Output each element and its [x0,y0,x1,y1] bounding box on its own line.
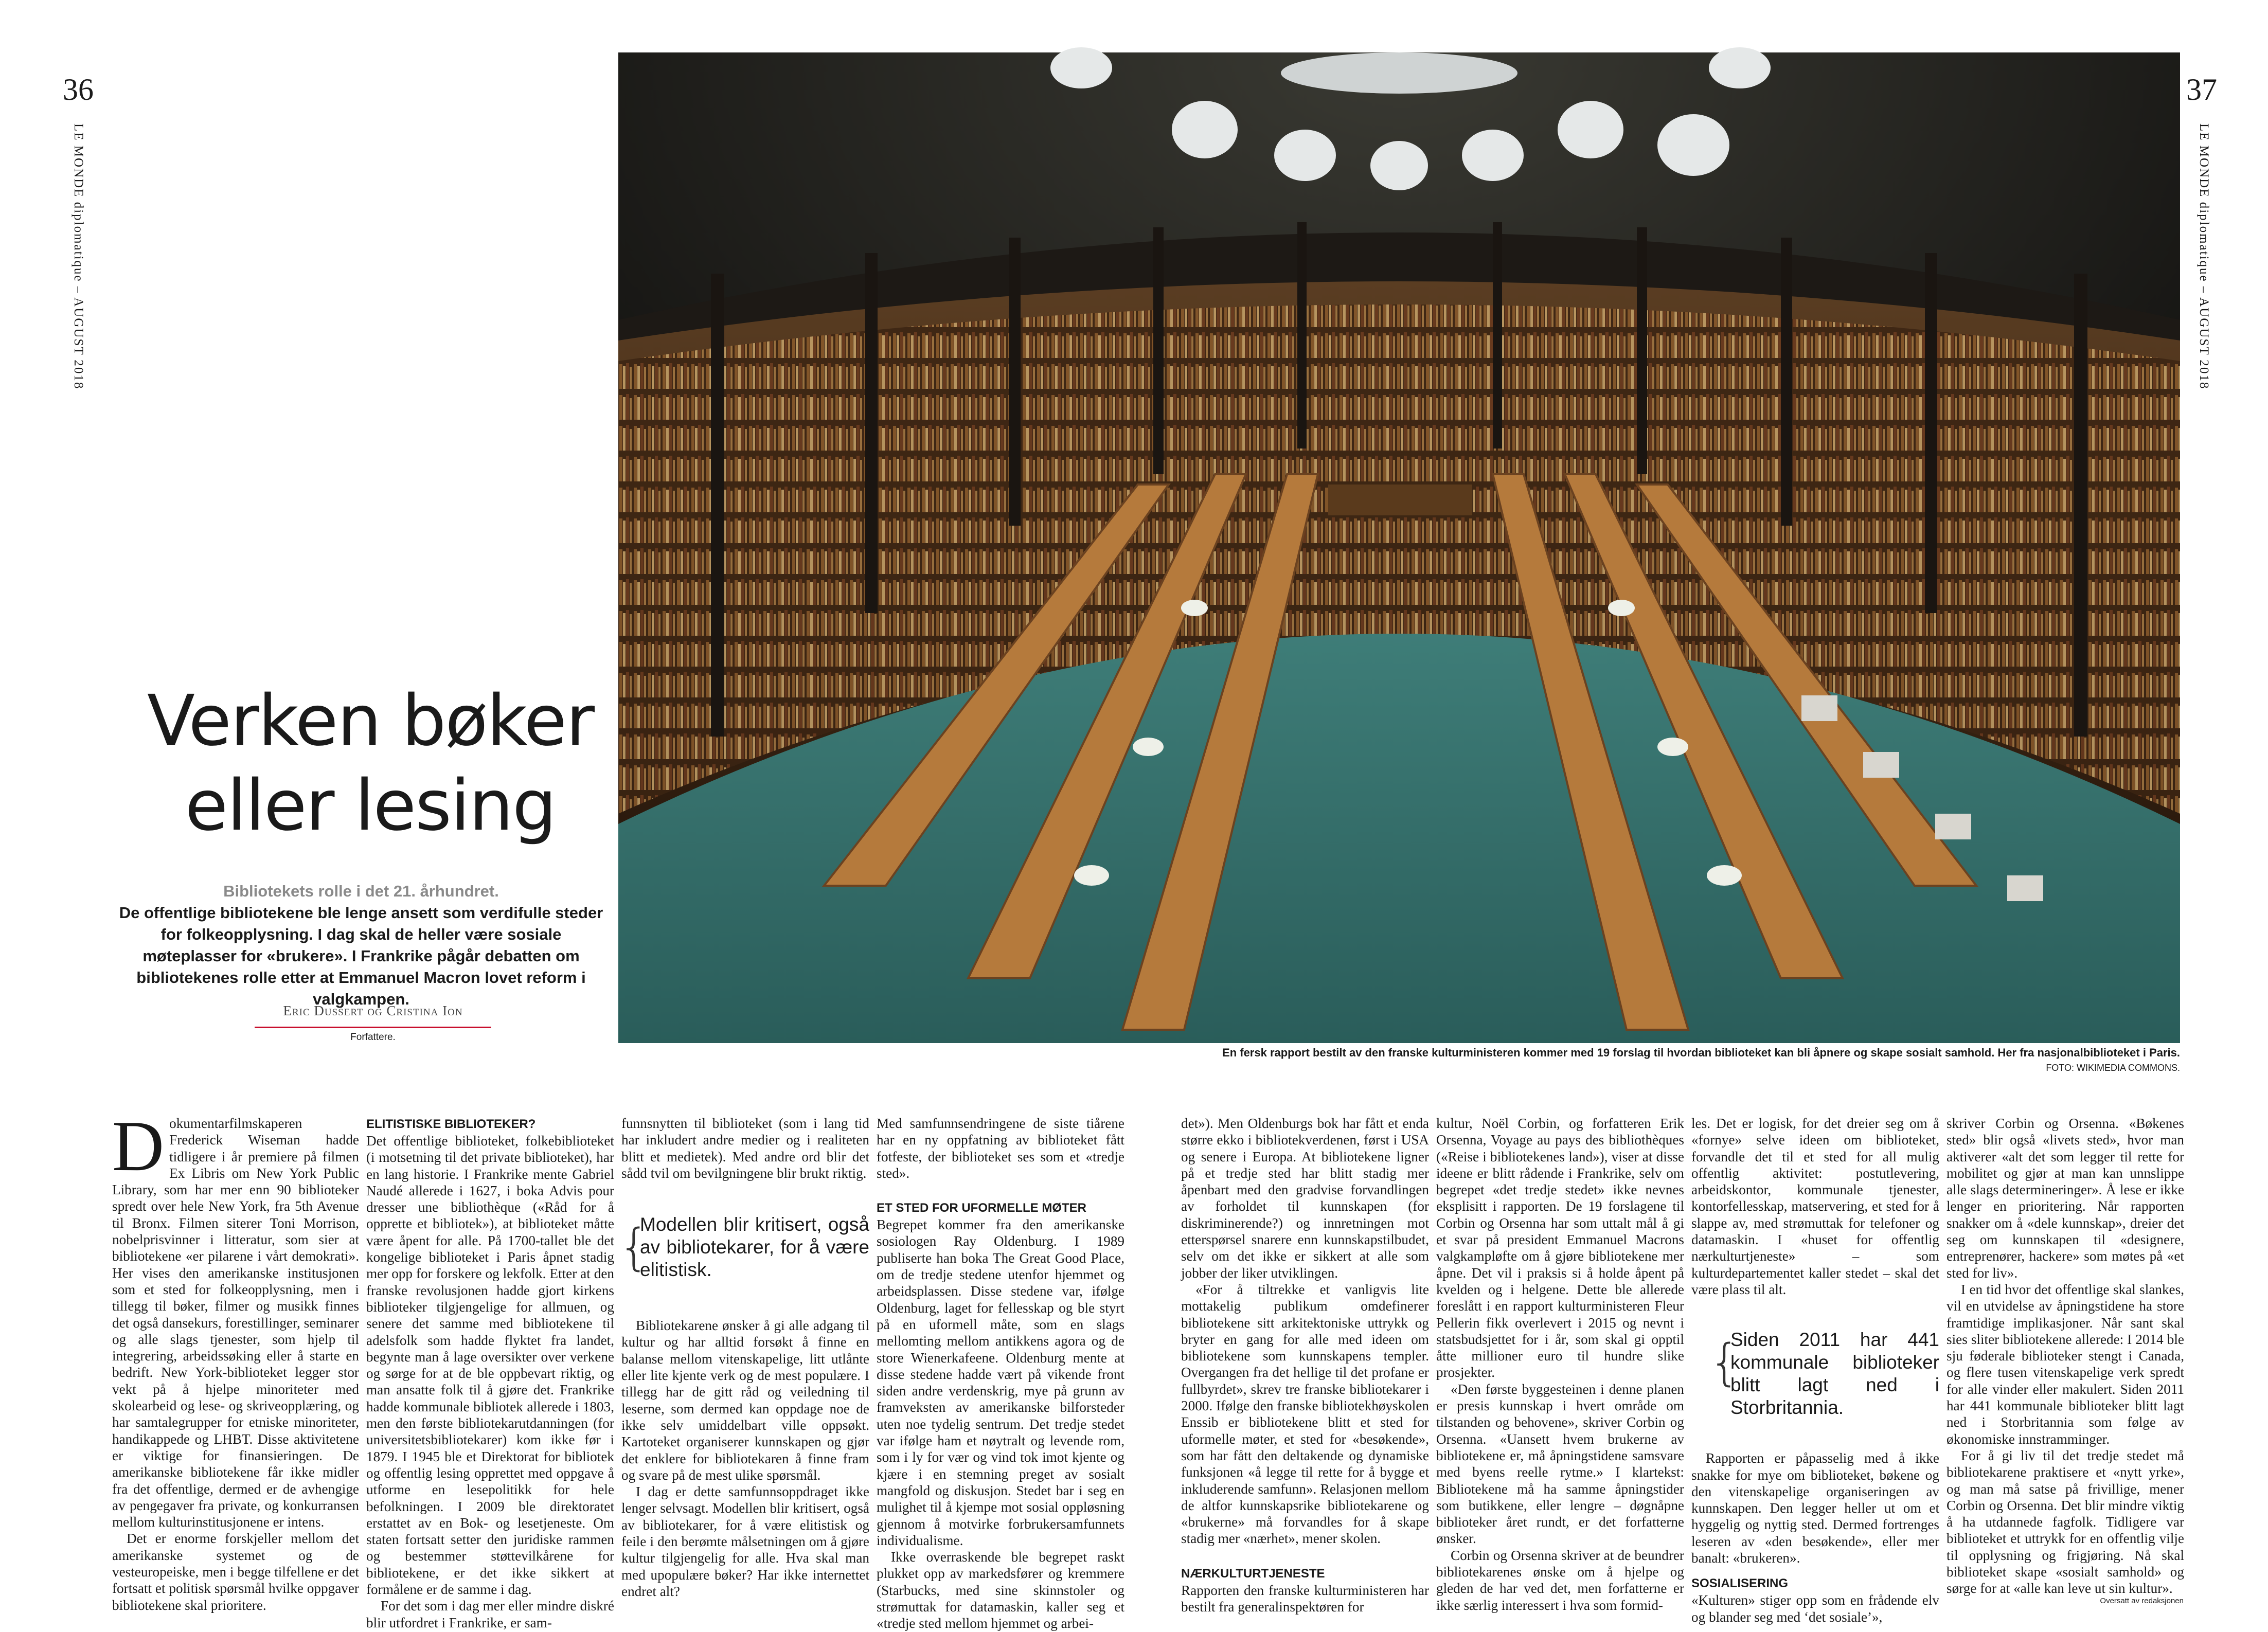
paragraph: Corbin og Orsenna skriver at de beundrer bibliotekarenes ønske om å hjelpe og gleden de har ved det, men forfatterne er ikke særlig interessert i hva som formid- [1436,1547,1684,1613]
text-column-1 [112,1106,359,1613]
paragraph: Det er enorme forskjeller mellom det amerikanske systemet og de vesteuropeiske, men i begge tilfellene er det fortsatt et politisk spørsmål hvilke oppgaver bibliotekene skal prioritere. [112,1531,359,1613]
kicker-title: Bibliotekets rolle i det 21. århundret. [223,882,499,900]
article-headline: Verken bøker eller lesing [147,680,594,847]
kicker-text: De offentlige bibliotekene ble lenge ansett som verdifulle steder for folkeopplysning. I dag skal de heller være sosiale møteplasser for «brukere». I Frankrike pågår debatten om bibliotekenes rolle etter at Emmanuel Macron lovet reform i valgkampen. [119,904,603,1008]
paragraph: Dokumentarfilmskaperen Frederick Wiseman hadde tidligere i år premiere på filmen Ex Libris om New York Public Library, som har mer enn 90 biblioteker spredt over hele New York, fra 5th Avenue til Bronx. Filmen siterer Toni Morrison, nobelprisvinner i litteratur, som sier at bibliotekene «er pilarene i vårt demokrati». Her vises den amerikanske institusjonen som et sted for folkeopplysning, men i tillegg til bøker, filmer og musikk finnes det også dansekurs, forestillinger, seminarer og alle slags tjenester, som hjelp til integrering, arbeidssøking eller å starte en bedrift. New York-biblioteket legger stor vekt på å hjelpe minoriteter med skolearbeid og lese- og skriveopplæring, og har samtalegrupper for etniske minoriteter, handikappede og LHBT. Disse aktivitetene er viktige for finansieringen. De amerikanske bibliotekene får ikke midler fra det offentlige, dermed er de avhengige av pengegaver fra private, og konkurransen mellom kulturinstitusjonene er intens. [112,1106,359,1530]
byline-role: Forfattere. [350,1032,396,1043]
text-column-5 [1181,1115,1429,1615]
text-column-3 [618,1115,869,1599]
paragraph: «Den første byggesteinen i denne planen er presis kunnskap i hvert område om tilstanden og behovene», skriver Corbin og Orsenna. «Uansett hvem brukerne av bibliotekene er, må åpningstidene samsvare med byens reelle rytme.» I klartekst: Bibliotekene må ha samme åpningstider som butikkene, eller lengre – døgnåpne biblioteker året rundt, er det forfatterne ønsker. [1436,1381,1684,1547]
paragraph: I en tid hvor det offentlige skal slankes, vil en utvidelse av åpningstidene ha store framtidige implikasjoner. Når sant skal sies sliter bibliotekene allerede: I 2014 ble sju føderale biblioteker stengt i Canada, og flere tusen vitenskapelige verk spredt for alle vinder eller makulert. Siden 2011 har 441 kommunale biblioteker blitt lagt ned i Storbritannia som følge av økonomiske innstramminger. [1946,1281,2184,1447]
paragraph: «For å tiltrekke et vanligvis lite mottakelig publikum omdefinerer bibliotekene sitt arkitektoniske uttrykk og bryter en gang for alle med ideen om bibliotekene som kunnskapens templer. Overgangen fra det hellige til det profane er fullbyrdet», skrev tre franske bibliotekarer i 2000. Ifølge den franske bibliotekhøyskolen Enssib er bibliotekene blitt et sted for uformelle møter, et sted for «besøkende», som har fått den deltakende og dynamiske funksjonen «å legge til rette for å bygge et inkluderende samfunn». Relasjonen mellom de altfor kunnskapsrike bibliotekarene og «brukerne» må forvandles for å skape stadig mer «nærhet», mener skolen. [1181,1281,1429,1547]
library-reading-room-photo [618,52,2180,1043]
paragraph: I dag er dette samfunnsoppdraget ikke lenger selvsagt. Modellen blir kritisert, også av bibliotekarer, for å være elitistisk og feile i den berømte målsetningen om å gjøre kultur tilgjengelig for alle. Hva skal man med upopulære bøker? Har ikke internettet endret alt? [621,1484,869,1599]
page-number-right: 37 [2186,73,2217,106]
byline-rule [255,1027,491,1028]
running-head-right: LE MONDE diplomatique – AUGUST 2018 [2197,123,2211,390]
section-heading: NÆRKULTURTJENESTE [1181,1566,1325,1581]
paragraph: Det offentlige biblioteket, folkebiblioteket (i motsetning til det private biblioteket), har en lang historie. I Frankrike mente Gabriel Naudé allerede i 1627, i boka Advis pour dresser une bibliothèque («Råd for å opprette et bibliotek»), at biblioteket måtte være åpent for alle. På 1700-tallet ble det kongelige biblioteket i Paris åpnet stadig mer opp for forskere og lekfolk. Etter at den franske revolusjonen hadde gjort kirkens biblioteker tilgjengelige for allmuen, og senere det samme med bibliotekene til adelsfolk som hadde flyktet fra landet, begynte man å lage oversikter over verkene og sørge for at de ble oppbevart riktig, og man ansatte folk til å gjøre det. Frankrike hadde kommunale bibliotek allerede i 1803, men den første bibliotekarutdanningen (for universitetsbibliotekarer) kom ikke før i 1879. I 1945 ble et Direktorat for bibliotek og offentlig lesing opprettet med oppgave å utforme en lesepolitikk for hele befolkningen. I 2009 ble direktoratet erstattet av en Bok- og lesetjeneste. Om staten fortsatt setter den juridiske rammen og bestemmer støttevilkårene for bibliotekene, er det ikke sikkert at formålene er de samme i dag. [366,1133,614,1598]
brace-ornament: { [618,1218,650,1277]
text-column-4 [877,1115,1124,1631]
section-heading: SOSIALISERING [1691,1576,1789,1591]
paragraph: Begrepet kommer fra den amerikanske sosiologen Ray Oldenburg. I 1989 publiserte han boka The Great Good Place, om de tredje stedene utenfor hjemmet og arbeidsplassen. Disse stedene var, ifølge Oldenburg, laget for fellesskap og ble styrt på en uformell måte, som en slags mellomting mellom antikkens agora og de store Wienerkafeene. Oldenburg mente at disse stedene hadde vært på vikende front siden andre verdenskrig, mye på grunn av framveksten av amerikanske bilforsteder uten noe tydelig sentrum. Det tredje stedet var ifølge ham et nøytralt og levende rom, som i ly for vær og vind tok imot kjente og kjære i en stemning preget av sosialt mangfold og diskusjon. Stedet bar i seg en mulighet til å kjempe mot sosial oppløsning gjennom å motvirke forbrukersamfunnets individualisme. [877,1217,1124,1548]
pull-quote: { Siden 2011 har 441 kommunale biblioteker blitt lagt ned i Storbritannia. [1712,1329,1939,1419]
text-column-2 [366,1115,614,1630]
article-kicker [117,881,605,1010]
paragraph: det»). Men Oldenburgs bok har fått et enda større ekko i bibliotekverdenen, først i USA og senere i Europa. At bibliotekene ligner på et tredje sted har blitt stadig mer åpenbart med den gradvise forvandlingen av forholdet til kunnskapen (for diskriminerende?) og innretningen mot etterspørsel snarere enn kunnskapstilbudet, selv om det ikke er sikkert at alle som jobber der liker utviklingen. [1181,1116,1429,1281]
paragraph: skriver Corbin og Orsenna. «Bøkenes sted» blir også «livets sted», hvor man aktiverer «alt det som legger til rette for mobilitet og gjør at man kan unnslippe alle slags determineringer». Å lese er ikke lenger en prioritering. Når rapporten snakker om å «dele kunnskap», dreier det seg om kunnskapen til «designere, entreprenører, hackere» som møtes på «et sted for liv». [1946,1116,2184,1281]
paragraph: For å gi liv til det tredje stedet må bibliotekarene praktisere et «nytt yrke», og man må satse på frivillige, mener Corbin og Orsenna. Det blir mindre viktig å ha utdannede fagfolk. Tidligere var biblioteket et uttrykk for en offentlig vilje til opplysning og frigjøring. Nå skal biblioteket skape «sosialt samhold» og sørge for at «alle kan leve ut sin kultur». [1946,1447,2184,1597]
text-column-7 [1691,1115,1939,1625]
drop-cap: D [112,1106,165,1186]
paragraph: Ikke overraskende ble begrepet raskt plukket opp av markedsfører og kremmere (Starbucks, med sine skinnstoler og strømuttak for datamaskin, kaller seg et «tredje sted mellom hjemmet og arbei- [877,1549,1124,1631]
paragraph: les. Det er logisk, for det dreier seg om å «fornye» selve ideen om biblioteket, forvandle det til et sted for all mulig offentlig aktivitet: postutlevering, arbeidskontor, kommunale tjenester, kontorfellesskap, matservering, et sted for å slappe av, med strømuttak for telefoner og datamaskin. I «huset for offentlig nærkulturtjeneste» – som kulturdepartementet kaller stedet – skal det være plass til alt. [1691,1116,1939,1297]
paragraph: funnsnytten til biblioteket (som i lang tid har inkludert andre medier og i realiteten blitt et medietek). Med andre ord blir det sådd tvil om bevilgningene blir brukt riktig. [621,1116,869,1181]
paragraph: kultur, Noël Corbin, og forfatteren Erik Orsenna, Voyage au pays des bibliothèques («Reise i bibliotekenes land»), viser at disse ideene er blitt rådende i Frankrike, selv om begrepet «det tredje stedet» ikke nevnes eksplisitt i rapporten. De 19 forslagene til Corbin og Orsenna har som uttalt mål å gi et svar på president Emmanuel Macrons valgkampløfte om å gjøre bibliotekene mer åpne. Det vil i praksis si å holde åpent på kvelden og i helgene. Dette ble allerede foreslått i en rapport kulturministeren Fleur Pellerin fikk overlevert i 2015 og nevnt i statsbudsjettet for i år, som skal gi opptil åtte millioner euro til hundre slike prosjekter. [1436,1116,1684,1380]
brace-ornament: { [1709,1334,1741,1392]
paragraph: Bibliotekarene ønsker å gi alle adgang til kultur og har alltid forsøkt å finne en balanse mellom vitenskapelige, litt utlånte eller lite kjente verk og de mest populære. I tillegg har de gitt råd og veiledning til leserne, som dermed kan oppdage noe de ikke selv umiddelbart ville oppsøkt. Kartoteket organiserer kunnskapen og gjør det enklere for bibliotekaren å finne fram og svare på de mest ulike spørsmål. [621,1318,869,1483]
section-heading: ELITISTISKE BIBLIOTEKER? [366,1117,536,1131]
byline: Eric Dussert og Cristina Ion [283,1003,463,1018]
translator-note: Oversatt av redaksjonen [2100,1597,2184,1605]
paragraph: «Kulturen» stiger opp som en frådende elv og blander seg med ‘det sosiale’», [1691,1592,1939,1625]
paragraph: Rapporten den franske kulturministeren har bestilt fra generalinspektøren for [1181,1582,1429,1615]
reading-room-illustration [618,52,2180,1043]
paragraph: For det som i dag mer eller mindre diskré blir utfordret i Frankrike, er sam- [366,1598,614,1630]
text-column-8 [1946,1115,2184,1597]
text-column-6 [1436,1115,1684,1613]
photo-credit: FOTO: WIKIMEDIA COMMONS. [2046,1063,2180,1073]
pull-quote: { Modellen blir kritisert, også av bibliotekarer, for å være elitistisk. [621,1213,869,1281]
paragraph: Med samfunnsendringene de siste tiårene har en ny oppfatning av biblioteket fått fotfeste, der biblioteket ses som et «tredje sted». [877,1116,1124,1181]
paragraph: Rapporten er påpasselig med å ikke snakke for mye om biblioteket, bøkene og den vitenskapelige organiseringen av kunnskapen. Den legger heller ut om et hyggelig og nyttig sted. Dermed fortrenges leseren av «den besøkende», eller mer banalt: «brukeren». [1691,1450,1939,1566]
section-heading: ET STED FOR UFORMELLE MØTER [877,1201,1086,1215]
photo-caption: En fersk rapport bestilt av den franske kulturministeren kommer med 19 forslag til hvordan biblioteket kan bli åpnere og skape sosialt samhold. Her fra nasjonalbiblioteket i Paris. [1222,1046,2180,1059]
running-head-left: LE MONDE diplomatique – AUGUST 2018 [72,123,85,390]
page-number-left: 36 [63,73,94,106]
